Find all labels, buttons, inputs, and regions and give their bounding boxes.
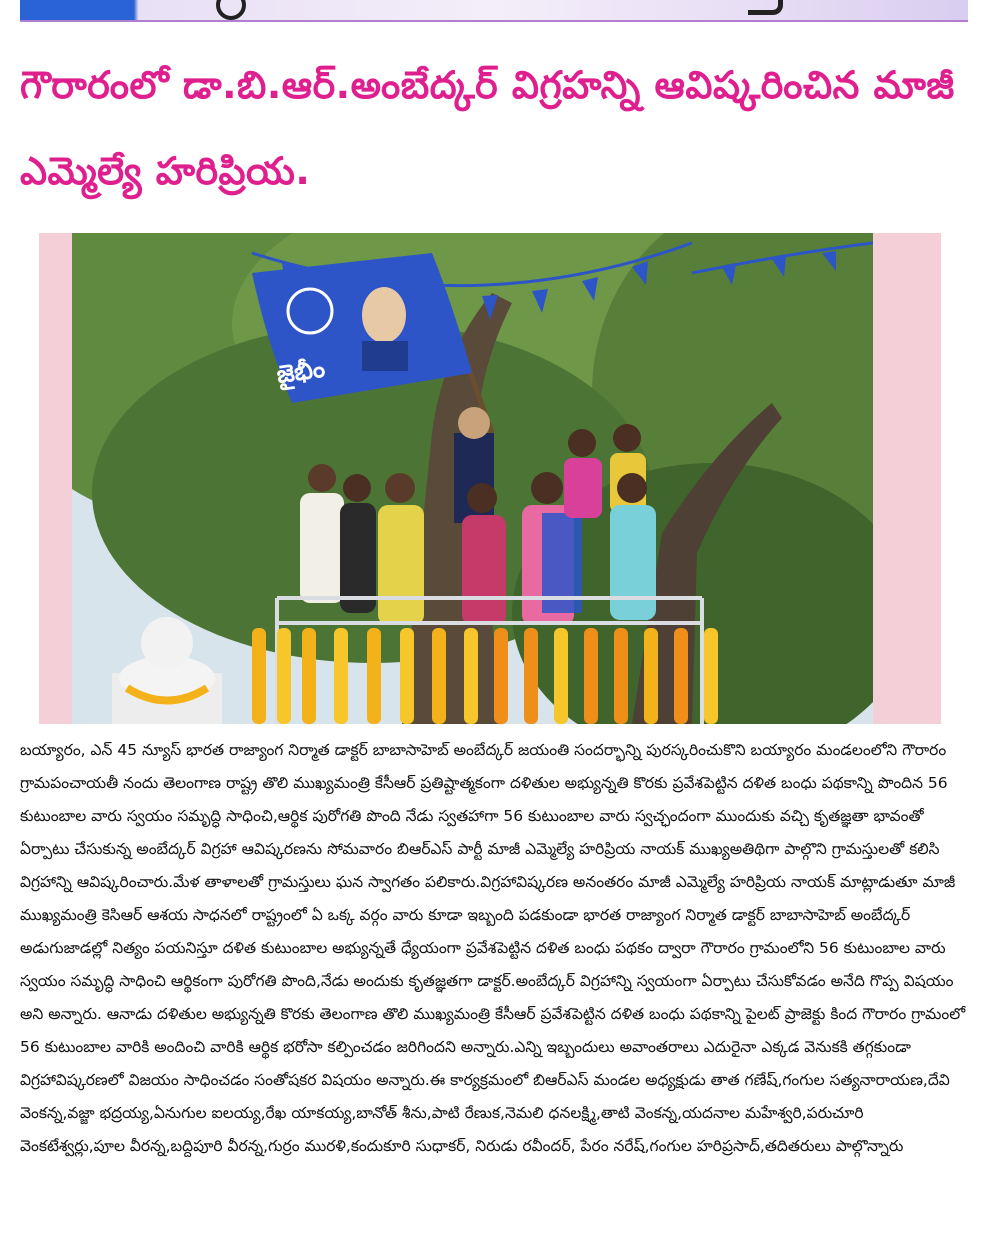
article-photo bbox=[72, 233, 873, 724]
flag-lettering: జైభీం bbox=[274, 354, 327, 389]
banner-logo-mark bbox=[748, 0, 783, 15]
article-headline: గౌరారంలో డా.బి.ఆర్.అంబేద్కర్ విగ్రహన్ని ఆవిష్కరించిన మాజీ ఎమ్మెల్యే హరిప్రియ. bbox=[20, 63, 955, 193]
masthead-banner-strip bbox=[20, 0, 968, 22]
article-body: బయ్యారం, ఎన్ 45 న్యూస్ భారత రాజ్యాంగ నిర్మాత డాక్టర్ బాబాసాహెబ్ అంబేద్కర్ జయంతి సందర్భాన్ని పురస్కరించుకొని బయ్యారం మండలంలోని గౌరారం గ్రామపంచాయతీ నందు తెలంగాణ రాష్ట్ర తొలి ముఖ్యమంత్రి కేసీఆర్ ప్రతిష్టాత్మకంగా దళితుల అభ్యున్నతి కొరకు ప్రవేశపెట్టిన దళిత బంధు పథకాన్ని పొందిన 56 కుటుంబాల వారు స్వయం సమృద్ధి సాధించి,ఆర్థిక పురోగతి పొంది నేడు స్వతహాగా 56 కుటుంబాల వారు స్వచ్ఛందంగా ముందుకు వచ్చి కృతజ్ఞతా భావంతో ఏర్పాటు చేసుకున్న అంబేద్కర్ విగ్రహా ఆవిష్కరణను సోమవారం బిఆర్ఎస్ పార్టీ మాజీ ఎమ్మెల్యే హరిప్రియ నాయక్ ముఖ్యఅతిథిగా పాల్గొని గ్రామస్తులతో కలిసి విగ్రహాన్ని ఆవిష్కరించారు.మేళ తాళాలతో గ్రామస్తులు ఘన స్వాగతం పలికారు.విగ్రహావిష్కరణ అనంతరం మాజీ ఎమ్మెల్యే హరిప్రియ నాయక్ మాట్లాడుతూ మాజీ ముఖ్యమంత్రి కెసిఆర్ ఆశయ సాధనలో రాష్ట్రంలో ఏ ఒక్క వర్గం వారు కూడా ఇబ్బంది పడకుండా భారత రాజ్యాంగ నిర్మాత డాక్టర్ బాబాసాహెబ్ అంబేద్కర్ అడుగుజాడల్లో నిత్యం పయనిస్తూ దళిత కుటుంబాల అభ్యున్నతే ధ్యేయంగా ప్రవేశపెట్టిన దళిత బంధు పథకం ద్వారా గౌరారం గ్రామంలోని 56 కుటుంబాల వారు స్వయం సమృద్ధి సాధించి ఆర్థికంగా పురోగతి పొంది,నేడు అందుకు కృతజ్ఞతగా డాక్టర్.అంబేద్కర్ విగ్రహాన్ని స్వయంగా ఏర్పాటు చేసుకోవడం అనేది గొప్ప విషయం అని అన్నారు. ఆనాడు దళితుల అభ్యున్నతి కొరకు తెలంగాణ తొలి ముఖ్యమంత్రి కేసీఆర్ ప్రవేశపెట్టిన దళిత బంధు పథకాన్ని పైలట్ ప్రాజెక్టు కింద గౌరారం గ్రామంలో 56 కుటుంబాల వారికి అందించి వారికి ఆర్థిక భరోసా కల్పించడం జరిగిందని అన్నారు.ఎన్ని ఇబ్బందులు అవాంతరాలు ఎదురైనా ఎక్కడ వెనుకకి తగ్గకుండా విగ్రహావిష్కరణలో విజయం సాధించడం సంతోషకర విషయం అన్నారు.ఈ కార్యక్రమంలో బిఆర్ఎస్ మండల అధ్యక్షుడు తాత గణేష్,గంగుల సత్యనారాయణ,దేవి వెంకన్న,వజ్జా భద్రయ్య,ఏనుగుల ఐలయ్య,రేఖ యాకయ్య,బానోత్ శీను,పాటి రేణుక,నెమలి ధనలక్ష్మి,తాటి వెంకన్న,యదనాల మహేశ్వరి,పరుచూరి వెంకటేశ్వర్లు,పూల వీరన్న,బద్దిపూరి వీరన్న,గుర్రం మురళి,కందుకూరి సుధాకర్, నిరుడు రవీందర్, పేరం నరేష్,గంగుల హరిప్రసాద్,తదితరులు పాల్గొన్నారు bbox=[20, 741, 966, 1155]
banner-logo-circle bbox=[216, 0, 246, 20]
photo-frame bbox=[39, 233, 941, 724]
